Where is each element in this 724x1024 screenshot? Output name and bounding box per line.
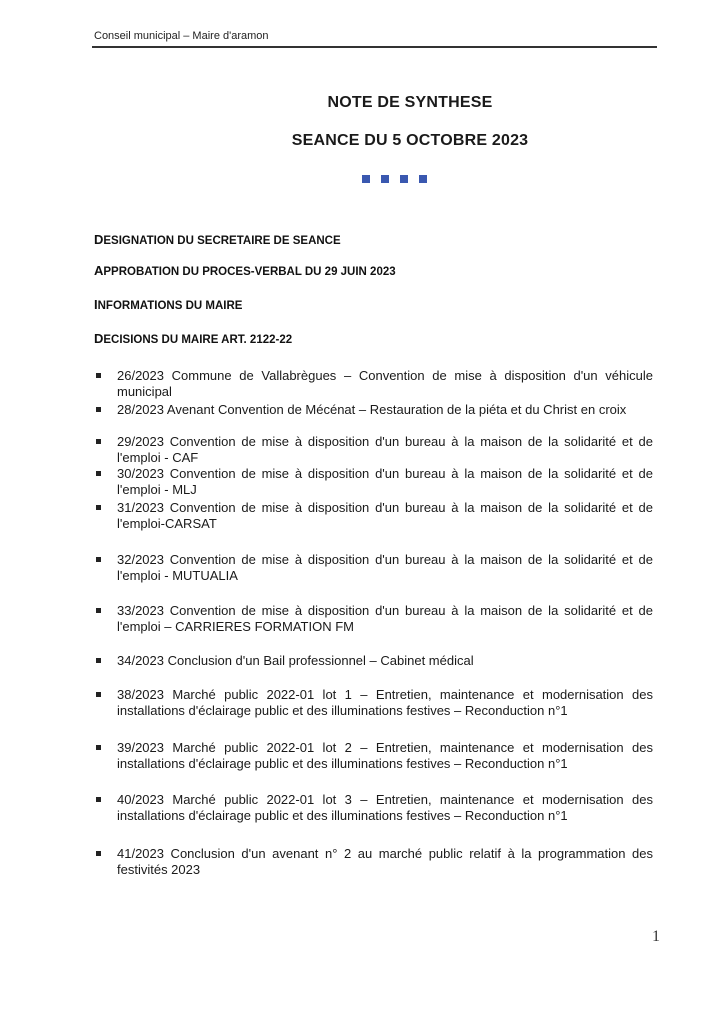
decorative-ornament (362, 175, 427, 183)
document-title: NOTE DE SYNTHESE (327, 94, 493, 111)
bullet-icon (96, 797, 101, 802)
list-item: 34/2023 Conclusion d'un Bail professionnel – Cabinet médical (117, 653, 653, 669)
bullet-icon (96, 557, 101, 562)
section-heading-approbation: APPROBATION DU PROCES-VERBAL DU 29 JUIN 2023 (94, 263, 396, 278)
running-header: Conseil municipal – Maire d'aramon (94, 30, 269, 42)
list-item: 39/2023 Marché public 2022-01 lot 2 – Entretien, maintenance et modernisation des installations d'éclairage public et des illuminations festives – Reconduction n°1 (117, 740, 653, 772)
list-item: 40/2023 Marché public 2022-01 lot 3 – Entretien, maintenance et modernisation des installations d'éclairage public et des illuminations festives – Reconduction n°1 (117, 792, 653, 824)
ornament-square-icon (400, 175, 408, 183)
section-heading-designation: DESIGNATION DU SECRETAIRE DE SEANCE (94, 232, 341, 247)
page-number: 1 (652, 928, 660, 945)
bullet-icon (96, 692, 101, 697)
list-item: 32/2023 Convention de mise à disposition d'un bureau à la maison de la solidarité et de l'emploi - MUTUALIA (117, 552, 653, 584)
bullet-icon (96, 471, 101, 476)
ornament-square-icon (362, 175, 370, 183)
list-item: 41/2023 Conclusion d'un avenant n° 2 au marché public relatif à la programmation des festivités 2023 (117, 846, 653, 878)
list-item: 29/2023 Convention de mise à disposition d'un bureau à la maison de la solidarité et de l'emploi - CAF (117, 434, 653, 466)
bullet-icon (96, 851, 101, 856)
list-item: 33/2023 Convention de mise à disposition d'un bureau à la maison de la solidarité et de l'emploi – CARRIERES FORMATION FM (117, 603, 653, 635)
list-item: 38/2023 Marché public 2022-01 lot 1 – Entretien, maintenance et modernisation des installations d'éclairage public et des illuminations festives – Reconduction n°1 (117, 687, 653, 719)
bullet-icon (96, 505, 101, 510)
list-item: 28/2023 Avenant Convention de Mécénat – Restauration de la piéta et du Christ en croix (117, 402, 653, 418)
document-subtitle: SEANCE DU 5 OCTOBRE 2023 (291, 132, 529, 149)
bullet-icon (96, 373, 101, 378)
bullet-icon (96, 407, 101, 412)
section-heading-informations: INFORMATIONS DU MAIRE (94, 297, 243, 312)
header-rule (92, 46, 657, 48)
list-item: 30/2023 Convention de mise à disposition d'un bureau à la maison de la solidarité et de l'emploi - MLJ (117, 466, 653, 498)
bullet-icon (96, 745, 101, 750)
section-heading-decisions: DECISIONS DU MAIRE ART. 2122-22 (94, 331, 293, 346)
list-item: 31/2023 Convention de mise à disposition d'un bureau à la maison de la solidarité et de l'emploi-CARSAT (117, 500, 653, 532)
ornament-square-icon (381, 175, 389, 183)
bullet-icon (96, 439, 101, 444)
list-item: 26/2023 Commune de Vallabrègues – Convention de mise à disposition d'un véhicule municipal (117, 368, 653, 400)
bullet-icon (96, 608, 101, 613)
ornament-square-icon (419, 175, 427, 183)
bullet-icon (96, 658, 101, 663)
